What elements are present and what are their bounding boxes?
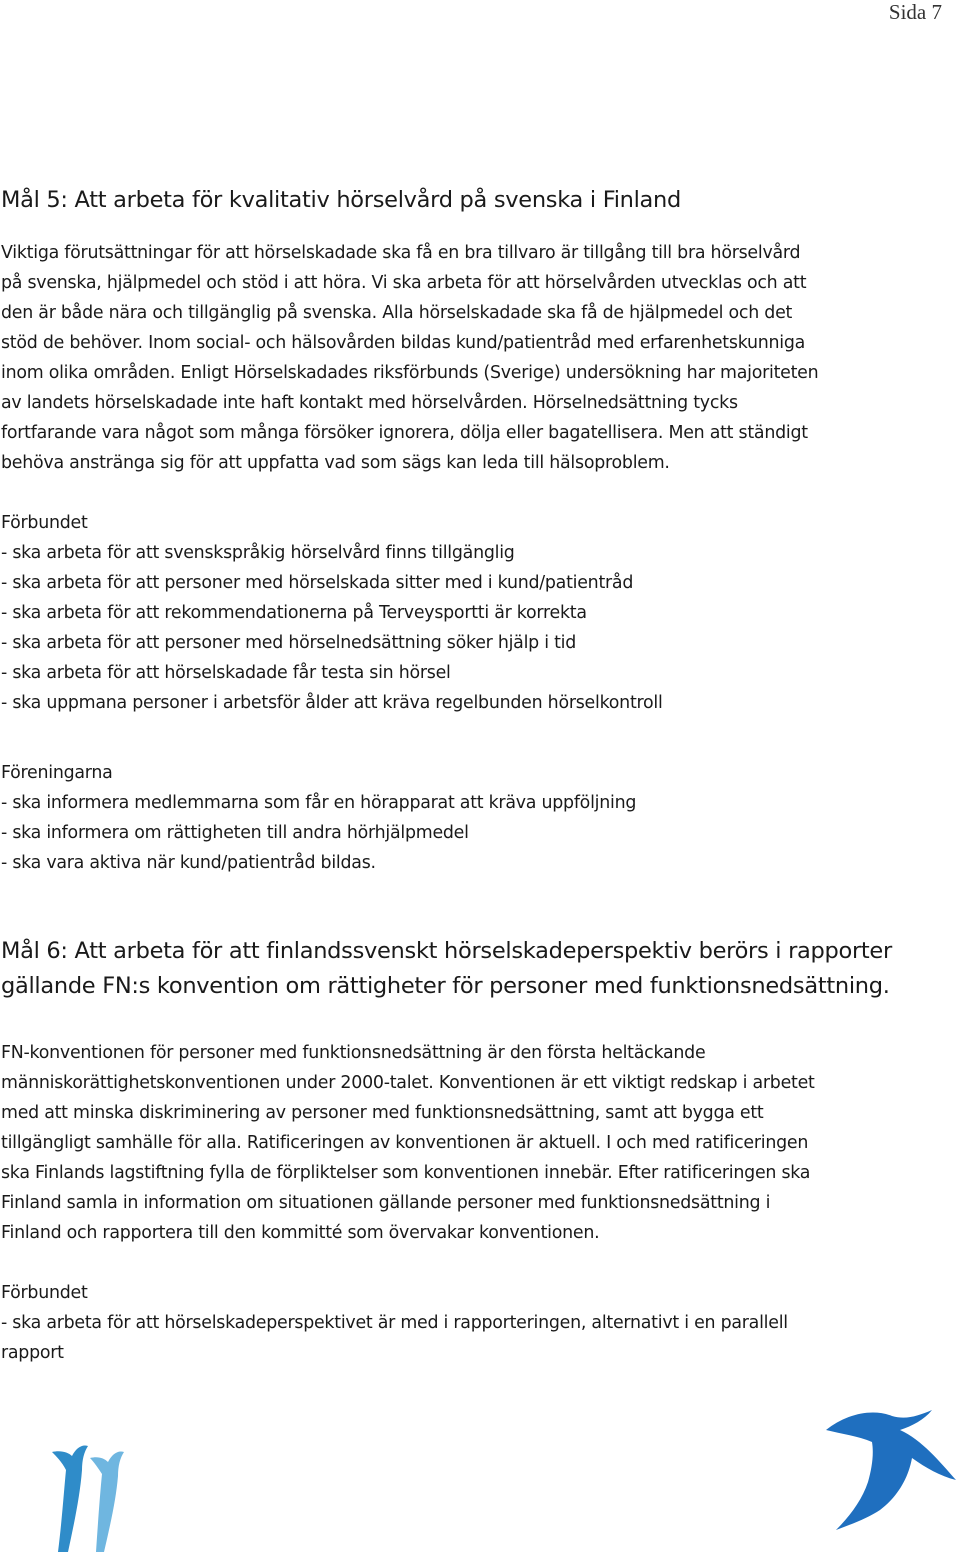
paragraph-line: Finland samla in information om situationen gällande personer med funktionsnedsättning i [1,1193,771,1213]
heading-line: Mål 6: Att arbeta för att finlandssvenskt hörselskadeperspektiv berörs i rapporter [1,938,892,964]
page-content [1,183,957,1368]
list-item: - ska arbeta för att rekommendationerna på Terveysportti är korrekta [1,598,957,628]
goal6-forbundet-line: - ska arbeta för att hörselskadeperspektivet är med i rapporteringen, alternativt i en parallell [1,1313,788,1333]
paragraph-line: ska Finlands lagstiftning fylla de förpliktelser som konventionen innebär. Efter ratificeringen ska [1,1163,811,1183]
list-item: - ska arbeta för att personer med hörselnedsättning söker hjälp i tid [1,628,957,658]
paragraph-line: stöd de behöver. Inom social- och hälsovården bildas kund/patientråd med erfarenhetskunniga [1,333,806,353]
goal6-paragraph [1,1038,957,1248]
list-item: - ska vara aktiva när kund/patientråd bildas. [1,848,957,878]
paragraph-line: inom olika områden. Enligt Hörselskadades riksförbunds (Sverige) undersökning har majoriteten [1,363,819,383]
forbundet-list [1,538,957,718]
list-item: - ska uppmana personer i arbetsför ålder att kräva regelbunden hörselkontroll [1,688,957,718]
heading-line: gällande FN:s konvention om rättigheter för personer med funktionsnedsättning. [1,973,890,999]
list-item: - ska arbeta för att svenskspråkig hörselvård finns tillgänglig [1,538,957,568]
swallow-flight-icon [826,1410,956,1530]
swallow-middle-icon [90,1451,124,1552]
foreningarna-list [1,788,957,878]
paragraph-line: människorättighetskonventionen under 2000-talet. Konventionen är ett viktigt redskap i arbetet [1,1073,815,1093]
paragraph-line: Viktiga förutsättningar för att hörselskadade ska få en bra tillvaro är tillgång till bra hörselvård [1,243,801,263]
paragraph-line: FN-konventionen för personer med funktionsnedsättning är den första heltäckande [1,1043,706,1063]
goal6-heading [1,934,957,1004]
paragraph-line: på svenska, hjälpmedel och stöd i att höra. Vi ska arbeta för att hörselvården utvecklas och att [1,273,807,293]
paragraph-line: tillgängligt samhälle för alla. Ratificeringen av konventionen är aktuell. I och med ratificeringen [1,1133,809,1153]
goal6-forbundet-label: Förbundet [1,1283,88,1303]
goal5-paragraph [1,238,957,478]
list-item: - ska informera om rättigheten till andra hörhjälpmedel [1,818,957,848]
list-item: - ska arbeta för att personer med hörselskada sitter med i kund/patientråd [1,568,957,598]
paragraph-line: den är både nära och tillgänglig på svenska. Alla hörselskadade ska få de hjälpmedel och det [1,303,793,323]
paragraph-line: Finland och rapportera till den kommitté som övervakar konventionen. [1,1223,600,1243]
paragraph-line: fortfarande vara något som många försöker ignorera, dölja eller bagatellisera. Men att ständigt [1,423,808,443]
list-item: - ska arbeta för att hörselskadade får testa sin hörsel [1,658,957,688]
paragraph-line: med att minska diskriminering av personer med funktionsnedsättning, samt att bygga ett [1,1103,764,1123]
swallow-left-icon [52,1445,88,1552]
forbundet-label: Förbundet [1,513,88,533]
page-number: Sida 7 [888,0,942,24]
paragraph-line: av landets hörselskadade inte haft kontakt med hörselvården. Hörselnedsättning tycks [1,393,738,413]
foreningarna-label: Föreningarna [1,763,113,783]
list-item: - ska informera medlemmarna som får en hörapparat att kräva uppföljning [1,788,957,818]
goal5-heading: Mål 5: Att arbeta för kvalitativ hörselvård på svenska i Finland [1,187,681,213]
paragraph-line: behöva anstränga sig för att uppfatta vad som sägs kan leda till hälsoproblem. [1,453,670,473]
goal6-forbundet-line: rapport [1,1343,64,1363]
